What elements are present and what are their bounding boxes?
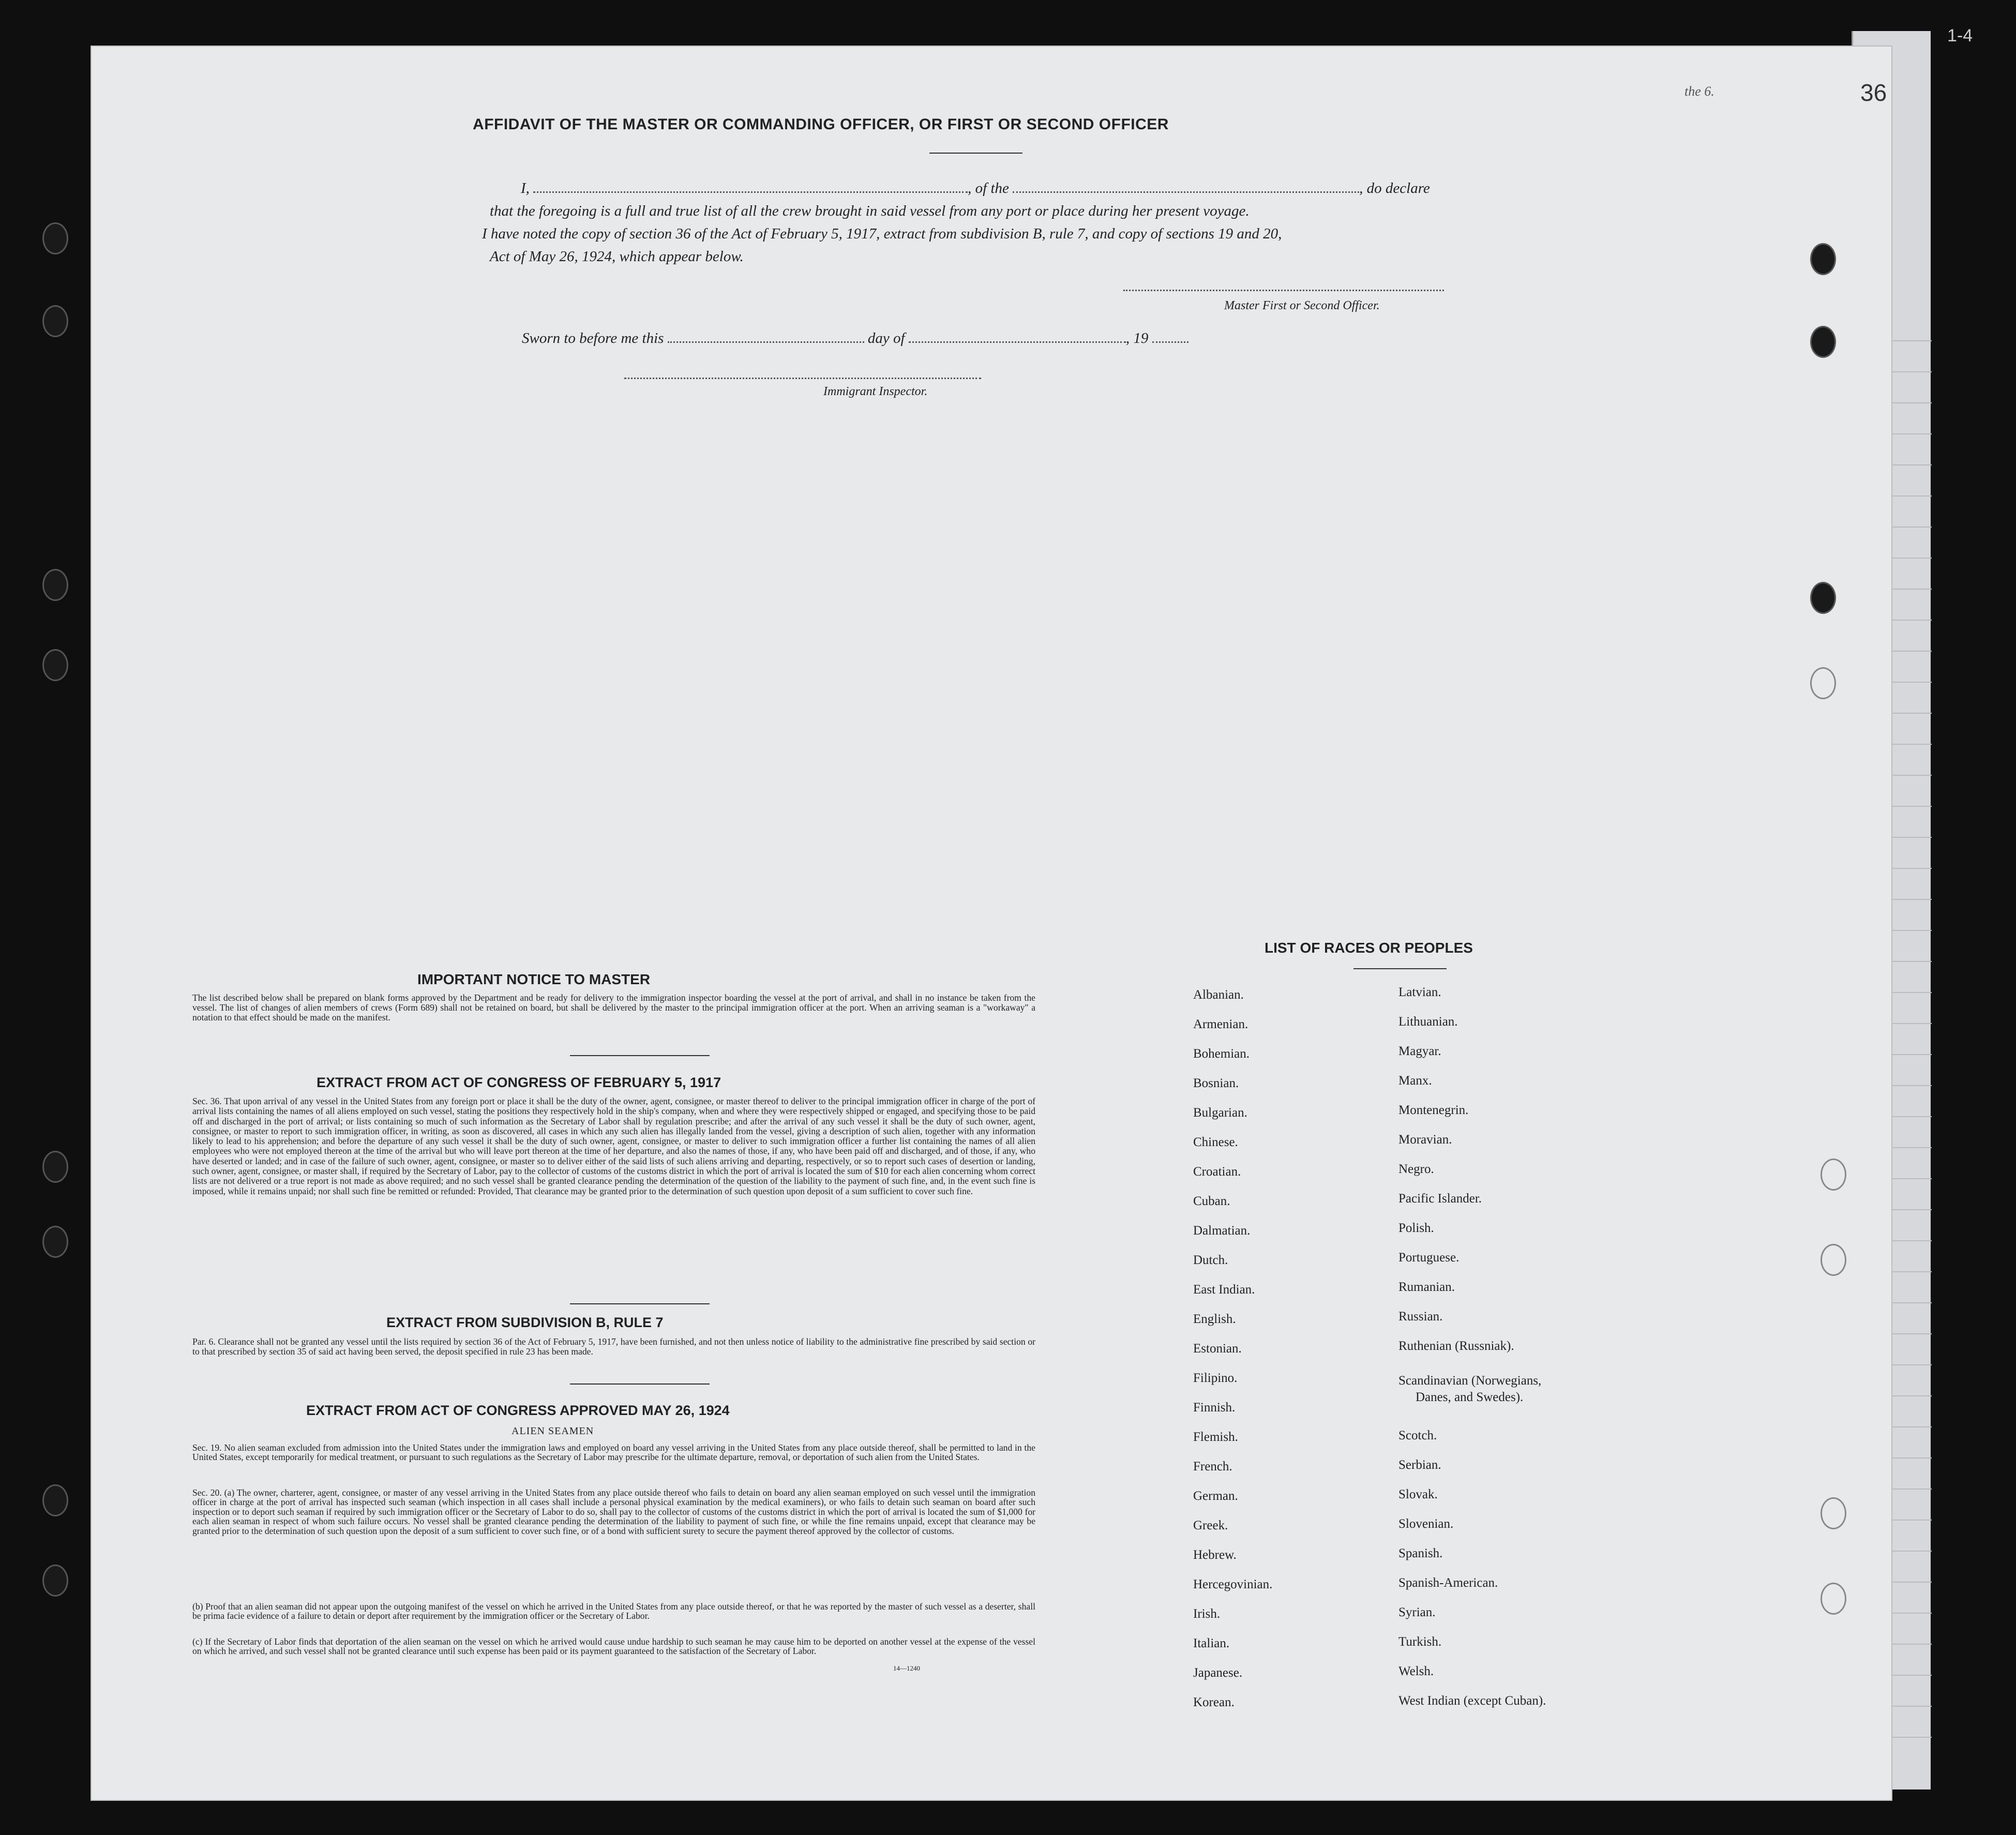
race-item: Bulgarian. (1193, 1106, 1247, 1120)
race-item: German. (1193, 1489, 1238, 1503)
binder-hole-icon (1810, 326, 1836, 358)
races-title: LIST OF RACES OR PEOPLES (1265, 940, 1473, 956)
notice-title: IMPORTANT NOTICE TO MASTER (417, 971, 651, 987)
binder-hole-icon (42, 1226, 68, 1258)
race-item: Italian. (1193, 1636, 1230, 1650)
master-signature-blank[interactable] (1123, 290, 1444, 291)
race-item: Chinese. (1193, 1135, 1238, 1149)
race-item: Polish. (1398, 1221, 1434, 1235)
binder-hole-icon (1821, 1583, 1846, 1615)
sworn-month-blank[interactable] (909, 341, 1126, 343)
binder-hole-icon (1821, 1244, 1846, 1276)
sworn-year-blank[interactable] (1152, 341, 1188, 343)
binder-hole-icon (42, 1484, 68, 1516)
binder-hole-icon (42, 305, 68, 337)
race-item: Turkish. (1398, 1635, 1442, 1649)
race-item: Dalmatian. (1193, 1224, 1251, 1238)
race-item: Negro. (1398, 1162, 1434, 1176)
affidavit-line1 (521, 180, 1576, 197)
extract-rule7-title: EXTRACT FROM SUBDIVISION B, RULE 7 (386, 1315, 664, 1330)
race-item: Portuguese. (1398, 1251, 1460, 1265)
race-item: Spanish-American. (1398, 1576, 1498, 1590)
binder-hole-icon (1821, 1497, 1846, 1529)
race-item: East Indian. (1193, 1283, 1255, 1297)
race-item: Spanish. (1398, 1546, 1443, 1560)
section-rule (570, 1383, 710, 1385)
section-rule (570, 1303, 710, 1304)
binder-hole-icon (1821, 1159, 1846, 1191)
race-item: Montenegrin. (1398, 1103, 1469, 1117)
extract-1924-sec19: Sec. 19. No alien seaman excluded from admission into the United States under the immigration laws and employed on board any vessel arriving in the United States from any place outside thereof, shall be permitted to land in the United States, except temporarily for medical treatment, or pursuant to such regulations as the Secretary of Labor may prescribe for the ultimate departure, removal, or deportation of such alien from the United States. (192, 1442, 1035, 1463)
binder-hole-icon (42, 222, 68, 254)
race-item: Magyar. (1398, 1044, 1441, 1058)
race-item: French. (1193, 1460, 1232, 1473)
extract-1917-title: EXTRACT FROM ACT OF CONGRESS OF FEBRUARY 5, 1917 (317, 1075, 721, 1090)
race-item: Hercegovinian. (1193, 1577, 1273, 1591)
race-item: Slovenian. (1398, 1517, 1454, 1531)
sworn-day-of: day of (867, 330, 905, 347)
race-item: Ruthenian (Russniak). (1398, 1339, 1514, 1353)
affidavit-i: I, (521, 180, 530, 197)
sworn-year: , 19 (1125, 330, 1149, 347)
race-item: Flemish. (1193, 1430, 1238, 1444)
race-item: Pacific Islander. (1398, 1192, 1482, 1206)
race-item: Finnish. (1193, 1401, 1236, 1415)
section-rule (570, 1055, 710, 1056)
race-item: Irish. (1193, 1607, 1221, 1621)
form-number: 14—1240 (893, 1664, 920, 1672)
race-item: Dutch. (1193, 1253, 1228, 1267)
race-item: Lithuanian. (1398, 1015, 1458, 1029)
affidavit-line4: Act of May 26, 1924, which appear below. (490, 248, 744, 265)
sworn-line (522, 330, 1298, 347)
name-blank[interactable] (533, 191, 968, 193)
race-item: Cuban. (1193, 1194, 1230, 1208)
race-item: Slovak. (1398, 1487, 1438, 1501)
race-item: Korean. (1193, 1695, 1235, 1709)
binder-hole-icon (1810, 582, 1836, 614)
binder-hole-icon (42, 649, 68, 681)
ruled-lines (1890, 310, 1932, 1758)
race-item: Croatian. (1193, 1165, 1241, 1179)
race-item: Latvian. (1398, 985, 1441, 999)
races-title-rule (1353, 968, 1447, 969)
page-mark-number: 36 (1860, 79, 1887, 106)
extract-1924-title: EXTRACT FROM ACT OF CONGRESS APPROVED MAY 26, 1924 (306, 1403, 730, 1418)
race-item: Russian. (1398, 1310, 1443, 1323)
affidavit-title: AFFIDAVIT OF THE MASTER OR COMMANDING OFFICER, OR FIRST OR SECOND OFFICER (473, 116, 1169, 133)
page-mark: the 6. (1684, 84, 1714, 99)
race-item: Bohemian. (1193, 1047, 1250, 1061)
race-item: Rumanian. (1398, 1280, 1455, 1294)
race-item: Filipino. (1193, 1371, 1238, 1385)
extract-1924-sec20b: (b) Proof that an alien seaman did not appear upon the outgoing manifest of the vessel on which he arrived in the United States from any place outside thereof, or that he was reported by the master of such vessel as a deserter, shall be prima facie evidence of a failure to detain or deport after requirement by the immigration officer or the Secretary of Labor. (192, 1601, 1035, 1621)
binder-hole-icon (42, 1565, 68, 1597)
affidavit-line3: I have noted the copy of section 36 of the Act of February 5, 1917, extract from subdivision B, rule 7, and copy of sections 19 and 20, (482, 225, 1282, 242)
race-item: Serbian. (1398, 1458, 1441, 1472)
extract-1924-subtitle: ALIEN SEAMEN (511, 1425, 594, 1437)
corner-mark: 1-4 (1947, 26, 1973, 46)
extract-rule7-body: Par. 6. Clearance shall not be granted any vessel until the lists required by section 36 of the Act of February 5, 1917, have been furnished, and not then unless notice of liability to the administrative fine prescribed by said section or to that prescribed by section 35 of said act having been served, the deposit specified in rule 23 has been made. (192, 1336, 1035, 1357)
race-item: Scotch. (1398, 1428, 1437, 1442)
binder-hole-icon (42, 1151, 68, 1183)
binder-hole-icon (1810, 243, 1836, 275)
race-item: Albanian. (1193, 988, 1244, 1002)
notice-body: The list described below shall be prepared on blank forms approved by the Department and be ready for delivery to the immigration inspector boarding the vessel at the port of arrival, and shall in no instance be taken from the vessel. The list of changes of alien members of crews (Form 689) shall not be retained on board, but shall be delivered by the master to the principal immigration officer at the port. When an arriving seaman is a "workaway" a notation to that effect should be made on the manifest. (192, 992, 1035, 1022)
race-item: Bosnian. (1193, 1076, 1239, 1090)
of-the-text: , of the (968, 180, 1009, 197)
race-item: Syrian. (1398, 1605, 1436, 1619)
binder-hole-icon (1810, 667, 1836, 699)
race-item: Scandinavian (Norwegians, (1398, 1374, 1542, 1388)
race-item: Moravian. (1398, 1133, 1452, 1147)
sworn-date-blank[interactable] (668, 341, 864, 343)
sworn-prefix: Sworn to before me this (522, 330, 664, 347)
binder-hole-icon (42, 569, 68, 601)
declare-text: , do declare (1359, 180, 1430, 197)
form-page (91, 46, 1892, 1801)
race-item: Hebrew. (1193, 1548, 1237, 1562)
extract-1917-body: Sec. 36. That upon arrival of any vessel in the United States from any foreign port or place it shall be the duty of the owner, agent, consignee, or master thereof to deliver to the principal immigration officer in charge of the port of arrival lists containing the names of all aliens employed on such vessel, stating the positions they respectively hold in the ship's company, when and where they were respectively shipped or engaged, and specifying those to be paid off and discharged in the port of arrival; or lists containing so much of such information as the Secretary of Labor shall by regulation prescribe; and after the arrival of any such vessel it shall be the duty of such owner, agent, consignee, or master to report to such immigration officer, in writing, as soon as discovered, all cases in which any such alien has illegally landed from the vessel, giving a description of such alien, together with any information likely to lead to his apprehension; and before the departure of any such vessel it shall be the duty of such owner, agent, consignee, or master to deliver to such immigration officer a further list containing the names of all alien employees who were not employed thereon at the time of the arrival but who will leave port thereon at the time of her departure, and also the names of those, if any, who have been paid off and discharged, and of those, if any, who have deserted or landed; and in case of the failure of such owner, agent, consignee, or master so to deliver either of the said lists of such aliens arriving and departing, respectively, or so to report such cases of desertion or landing, such owner, agent, consignee, or master shall, if required by the Secretary of Labor, pay to the collector of customs of the customs district in which the port of arrival is located the sum of $10 for each alien concerning whom correct lists are not delivered or a true report is not made as above required; and no such vessel shall be granted clearance pending the determination of the question of the liability to the payment of such fine, and, in the event such fine is imposed, while it remains unpaid; nor shall such fine be remitted or refunded: Provided, That clearance may be granted prior to the determination of such question upon deposit of a sum sufficient to cover such fine. (192, 1096, 1035, 1196)
master-caption: Master First or Second Officer. (1224, 299, 1380, 312)
affidavit-line2: that the foregoing is a full and true list of all the crew brought in said vessel from any port or place during her present voyage. (490, 203, 1250, 219)
race-item: Japanese. (1193, 1666, 1243, 1680)
race-item: Greek. (1193, 1518, 1228, 1532)
race-item-continuation: Danes, and Swedes). (1416, 1390, 1524, 1404)
race-item: English. (1193, 1312, 1236, 1326)
title-rule (929, 153, 1022, 154)
race-item: Armenian. (1193, 1017, 1248, 1031)
race-item: Welsh. (1398, 1664, 1434, 1678)
race-item: Manx. (1398, 1074, 1432, 1088)
race-item: Estonian. (1193, 1342, 1242, 1356)
extract-1924-sec20c: (c) If the Secretary of Labor finds that deportation of the alien seaman on the vessel on which he arrived would cause undue hardship to such seaman he may cause him to be deported on another vessel at the expense of the vessel on which he arrived, and such vessel shall not be granted clearance until such expense has been paid or its payment guaranteed to the satisfaction of the Secretary of Labor. (192, 1636, 1035, 1657)
vessel-blank[interactable] (1013, 191, 1359, 193)
extract-1924-sec20a: Sec. 20. (a) The owner, charterer, agent, consignee, or master of any vessel arriving in the United States from any place outside thereof who fails to detain on board any alien seaman employed on such vessel until the immigration officer in charge at the port of arrival has inspected such seaman (which inspection in all cases shall include a personal physical examination by the medical examiners), or who fails to detain such seaman on board after such inspection or to deport such seaman if required by such immigration officer or the Secretary of Labor to do so, shall pay to the collector of customs of the customs district in which the port of arrival is located the sum of $1,000 for each alien seaman in respect of whom such failure occurs. No vessel shall be granted clearance pending the determination of the liability to payment of such fine, or while the fine remains unpaid, except that clearance may be granted prior to the determination of such question upon the deposit of a sum sufficient to cover such fine, or of a bond with sufficient surety to secure the payment thereof approved by the collector of customs. (192, 1487, 1035, 1536)
inspector-caption: Immigrant Inspector. (823, 385, 928, 398)
race-item: West Indian (except Cuban). (1398, 1694, 1546, 1708)
inspector-signature-blank[interactable] (624, 378, 981, 379)
